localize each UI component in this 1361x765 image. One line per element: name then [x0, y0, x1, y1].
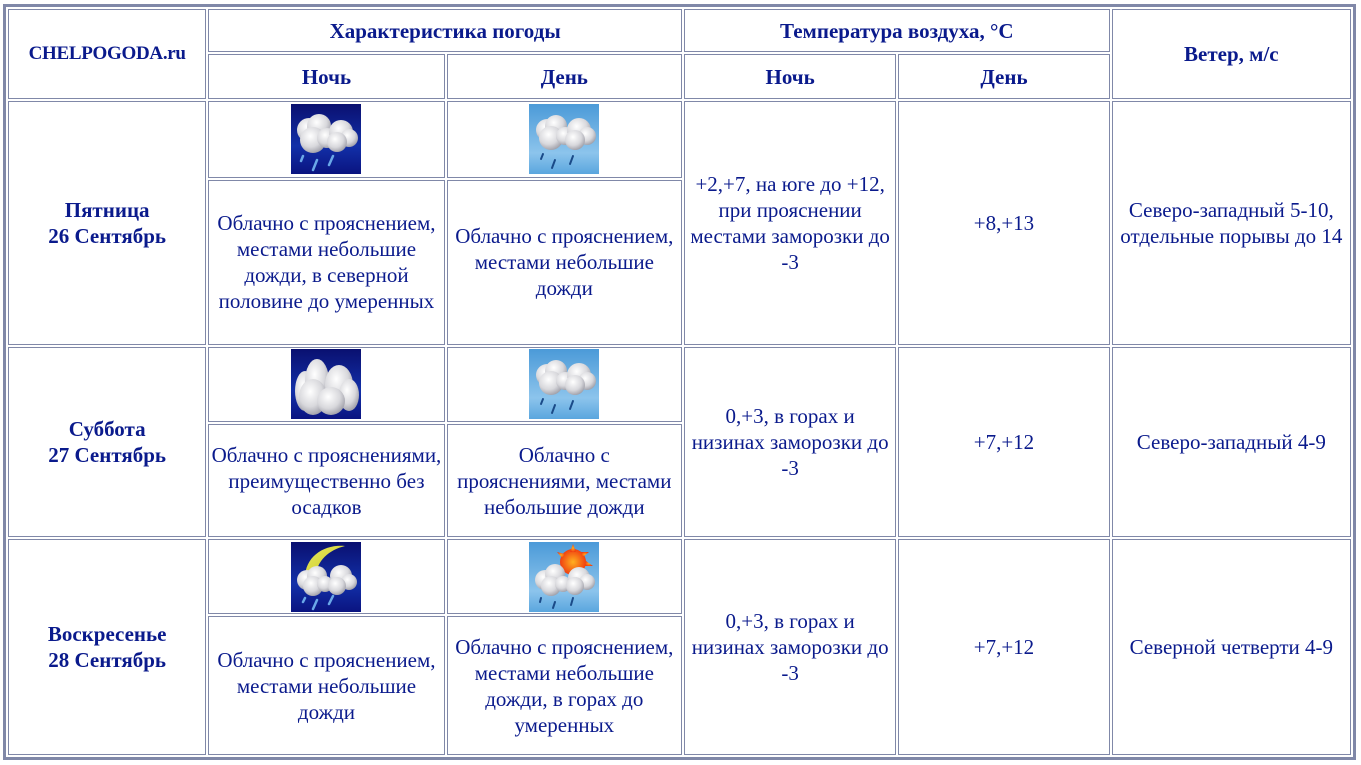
night-icon-cell: [208, 539, 444, 615]
date-label: 26 Сентябрь: [48, 223, 167, 248]
day-icon-cell: [447, 539, 682, 615]
night-desc-cell: Облачно с прояснением, местами небольшие дожди: [208, 616, 444, 755]
weather-group-header: Характеристика погоды: [208, 9, 682, 52]
forecast-row-icons: [8, 347, 1351, 423]
sun-cloud-rain-icon: [529, 542, 599, 612]
cloudy-rain-day-icon: [529, 349, 599, 419]
temp-day-cell: +7,+12: [898, 539, 1109, 755]
header-row-1: [8, 9, 1351, 52]
wind-cell: Северо-западный 4-9: [1112, 347, 1351, 537]
night-icon-cell: [208, 101, 444, 178]
weather-day-header: День: [447, 54, 682, 98]
temp-group-header: Температура воздуха, °C: [684, 9, 1110, 52]
weekday-label: Суббота: [68, 416, 146, 441]
date-label: 28 Сентябрь: [48, 647, 167, 672]
temp-night-cell: +2,+7, на юге до +12, при прояснении местами заморозки до -3: [684, 101, 896, 345]
temp-day-cell: +8,+13: [898, 101, 1109, 345]
weekday-label: Воскресенье: [47, 621, 167, 646]
temp-day-header: День: [898, 54, 1109, 98]
date-label: 27 Сентябрь: [48, 442, 167, 467]
forecast-table: [6, 7, 1353, 757]
forecast-row-icons: [8, 101, 1351, 178]
wind-header: Ветер, м/с: [1112, 9, 1351, 99]
day-cell: [8, 101, 206, 345]
overcast-night-icon: [291, 349, 361, 419]
day-cell: [8, 347, 206, 537]
weekday-label: Пятница: [64, 197, 150, 222]
day-desc-cell: Облачно с прояснениями, местами небольшие дожди: [447, 424, 682, 536]
temp-day-cell: +7,+12: [898, 347, 1109, 537]
cloudy-rain-night-icon: [291, 104, 361, 174]
temp-night-cell: 0,+3, в горах и низинах заморозки до -3: [684, 539, 896, 755]
day-desc-cell: Облачно с прояснением, местами небольшие дожди: [447, 180, 682, 345]
day-cell: [8, 539, 206, 755]
forecast-row-icons: [8, 539, 1351, 615]
cloudy-rain-day-icon: [529, 104, 599, 174]
temp-night-header: Ночь: [684, 54, 896, 98]
moon-cloud-rain-icon: [291, 542, 361, 612]
day-desc-cell: Облачно с прояснением, местами небольшие дожди, в горах до умеренных: [447, 616, 682, 755]
day-icon-cell: [447, 101, 682, 178]
brand-label: CHELPOGODA.ru: [8, 9, 206, 99]
night-desc-cell: Облачно с прояснением, местами небольшие дожди, в северной половине до умеренных: [208, 180, 444, 345]
night-icon-cell: [208, 347, 444, 423]
wind-cell: Северо-западный 5-10, отдельные порывы до 14: [1112, 101, 1351, 345]
weather-night-header: Ночь: [208, 54, 444, 98]
night-desc-cell: Облачно с прояснениями, преимущественно без осадков: [208, 424, 444, 536]
wind-cell: Северной четверти 4-9: [1112, 539, 1351, 755]
day-icon-cell: [447, 347, 682, 423]
temp-night-cell: 0,+3, в горах и низинах заморозки до -3: [684, 347, 896, 537]
forecast-frame: [3, 4, 1356, 760]
